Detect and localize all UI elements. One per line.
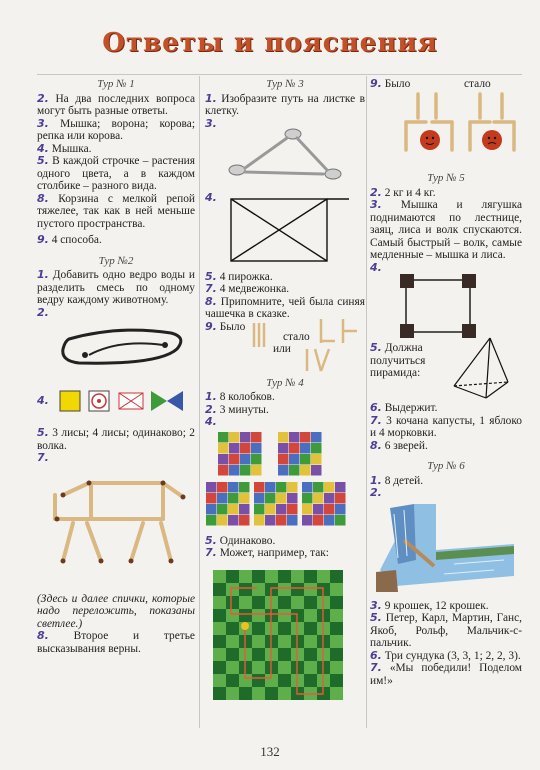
answer-item: 4. Мышка. [37,141,92,155]
answer-item: 5. Должна получиться пирамида: [370,341,426,379]
shapes-answer [59,389,191,413]
column-divider-2 [366,76,367,728]
match-figure-became-1 [317,317,361,347]
matches-numbers [205,321,365,373]
answer-item: 3. Мышка; ворона; корова; репка или корова. [37,116,195,142]
answer-item: 3. Мышка и лягушка поднимаются по лестнице, заяц, лиса и волк спускаются. Самый быстрый – волк, самые медленные – мышка и лиса. [370,198,522,261]
checkered-path [211,568,347,700]
answer-item: 9. Было [370,77,411,90]
answer-item: 4. [205,415,217,428]
answer-item: 4. [205,191,217,204]
rope-figure [59,325,209,375]
title-divider [37,74,522,75]
answer-item: 6. Три сундука (3, 3, 1; 2, 2, 3). [370,648,521,662]
section-heading: Тур № 6 [427,460,465,472]
match-figure-became-2 [303,347,333,373]
answer-item: 7. 3 кочана капусты, 1 яблоко и 4 морковки. [370,413,522,439]
answer-item: 8. Корзина с мелкой репой тяжелее, так как в ней меньше пустого пространства. [37,191,195,230]
section-heading: Тур № 1 [97,78,135,90]
section-heading: Тур №2 [98,254,134,267]
match-faces-figure [398,90,522,158]
crossed-square [229,195,359,265]
answer-item: 6. Выдержит. [370,401,438,414]
answer-item: 5. В каждой строчке – растения одного цвета, а в каждом столбике – разного вида. [37,154,195,192]
colored-square [205,481,251,527]
match-cow [43,473,193,573]
answer-item: 1. 8 колобков. [205,390,275,403]
label-became: стало [464,78,491,90]
matches-faces [370,76,522,158]
answer-item: 7. «Мы победили! Поделом им!» [370,661,522,687]
colored-squares [205,429,365,531]
colored-square [277,431,323,477]
column-2 [205,76,365,700]
answer-item: 1. Изобразите путь на листке в клетку. [205,91,365,117]
column-3 [370,76,522,687]
answer-item: 2. [37,305,49,319]
colored-square [253,481,299,527]
answer-item: 7. [37,451,49,464]
answer-item: 5. Петер, Карл, Мартин, Ганс, Якоб, Рольф, Мальчик-с-пальчик. [370,611,522,649]
answer-item: 3. [205,116,217,130]
page-title: Ответы и пояснения [102,28,438,58]
answer-item: 3. 9 крошек, 12 крошек. [370,598,489,612]
answer-item: 5. 4 пирожка. [205,269,273,283]
page-number: 132 [260,744,280,759]
answer-item: 5. Одинаково. [205,533,276,547]
shapes-row: 4. [37,389,195,413]
answer-item: 2. 3 минуты. [205,402,269,416]
square-with-corners [392,272,492,338]
pyramid-figure [450,336,516,402]
colored-square [217,431,263,477]
answer-item: 7. Может, например, так: [205,546,329,559]
label-or: или [273,342,291,355]
section-heading: Тур № 5 [427,172,465,184]
pyramid-row [370,342,522,402]
answer-item: 8. 6 зверей. [370,438,428,452]
label-became: стало [283,330,310,343]
answer-item: 2. На два последних вопроса могут быть разные ответы. [37,91,195,117]
answer-item: 2. [370,486,382,499]
answer-item: 1. Добавить одно ведро воды и разделить смесь по одному ведру каждому животному. [37,268,195,306]
answer-item: 7. 4 медвежонка. [205,282,290,295]
section-heading: Тур № 4 [266,376,304,389]
answer-item: 9. Было [205,319,246,333]
answer-item: 1. 8 детей. [370,473,424,487]
colored-square [301,481,347,527]
answer-item: 4. [370,260,382,274]
answer-item: 8. Второе и третье высказывания верны. [37,629,195,655]
answer-item: 5. 3 лисы; 4 лисы; одинаково; 2 волка. [37,426,195,452]
column-divider-1 [199,76,200,728]
note: (Здесь и далее спички, которые надо переложить, показаны светлее.) [37,592,195,630]
match-figure-was [251,321,267,351]
answer-item: 8. Припомните, чей была синяя чашечка в сказке. [205,294,365,320]
column-1 [37,76,195,655]
answer-item: 2. 2 кг и 4 кг. [370,185,436,199]
spoons-triangle [223,124,343,184]
section-heading: Тур № 3 [266,78,304,90]
answer-item: 9. 4 способа. [37,233,102,246]
waterfall-picture [374,500,514,594]
